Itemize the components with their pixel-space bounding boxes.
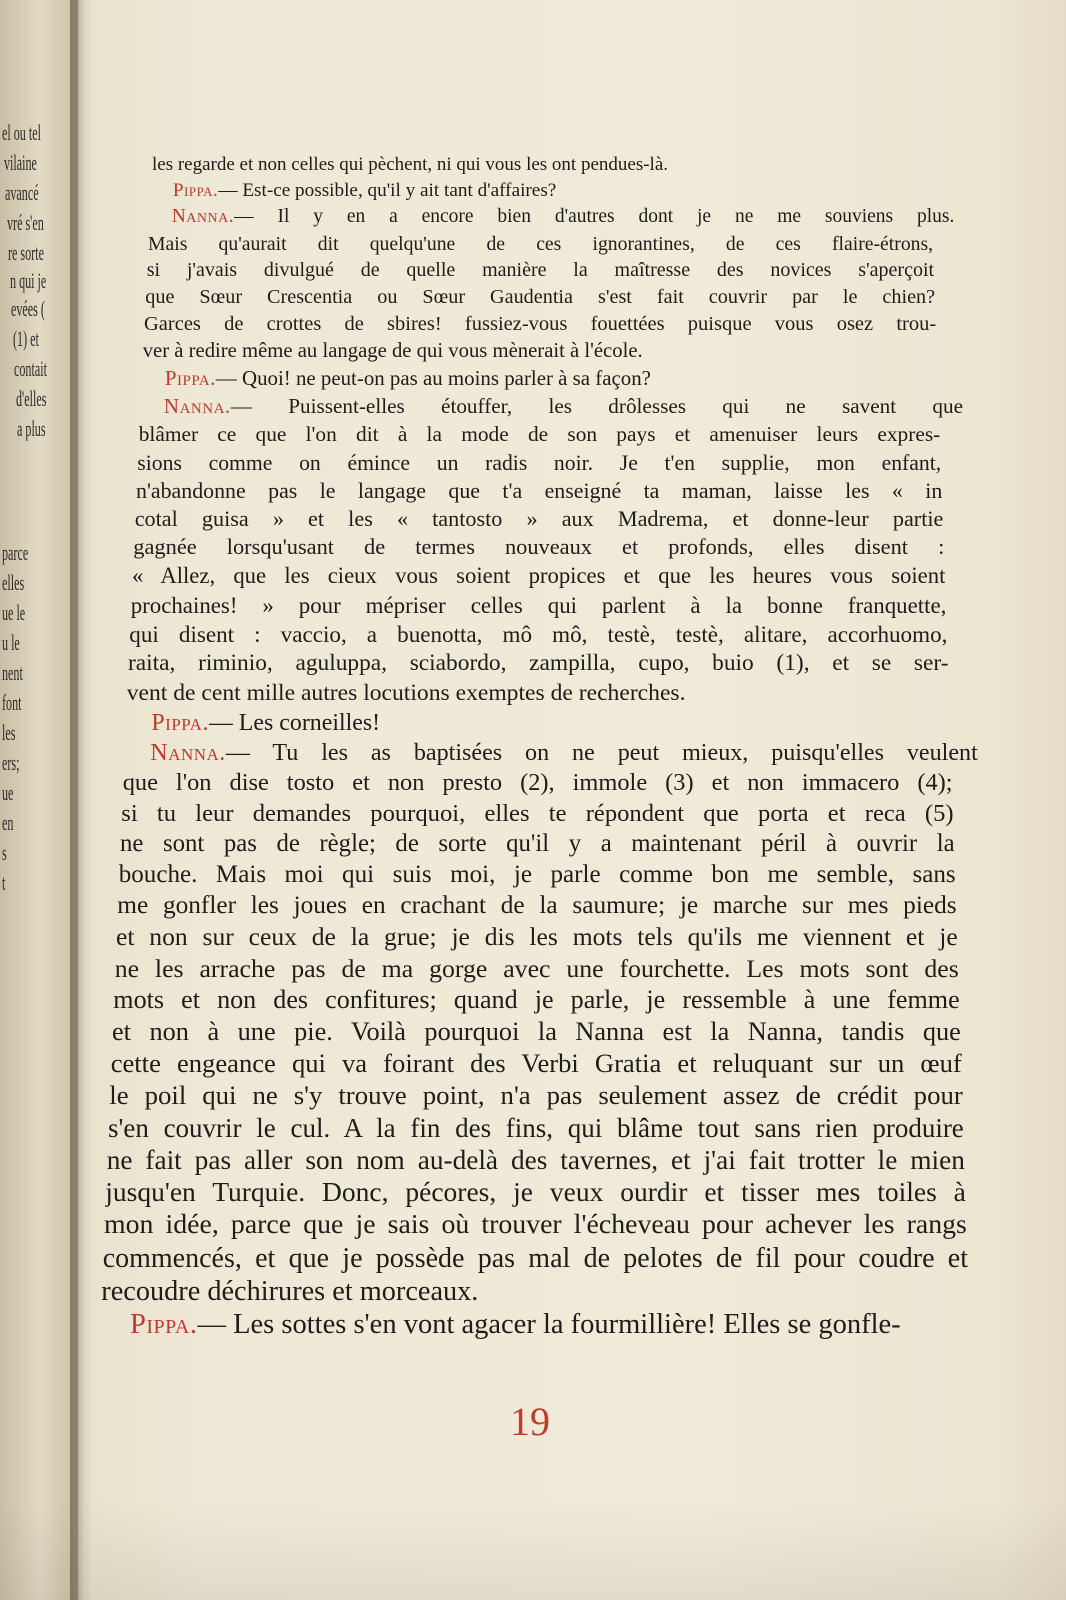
speaker-name: Pippa. bbox=[164, 366, 216, 391]
line-text: raita, riminio, aguluppa, sciabordo, zampilla, cupo, buio (1), et se ser- bbox=[128, 650, 949, 677]
text-line bbox=[113, 984, 959, 1016]
left-page-fragment: s bbox=[2, 840, 7, 865]
line-text: n'abandonne pas le langage que t'a enseigné ta maman, laisse les « in bbox=[136, 477, 943, 503]
text-line bbox=[144, 311, 936, 338]
line-text: qui disent : vaccio, a buenotta, mô mô, testè, testè, alitare, accorhuomo, bbox=[129, 621, 948, 648]
text-line bbox=[129, 620, 947, 649]
text-line bbox=[139, 421, 941, 449]
left-page-fragment: el ou tel bbox=[2, 120, 41, 145]
left-page-fragment: vré s'en bbox=[6, 210, 44, 235]
left-page-fragment: (1) et bbox=[12, 326, 39, 351]
left-page-fragment: contait bbox=[14, 356, 47, 381]
text-line bbox=[149, 204, 954, 230]
text-line bbox=[112, 1016, 961, 1048]
text-line bbox=[151, 178, 954, 204]
left-page-fragment: nent bbox=[2, 660, 23, 685]
left-page-fragment: ers; bbox=[2, 750, 20, 775]
line-text: prochaines! » pour mépriser celles qui parlent à la bonne franquette, bbox=[130, 593, 947, 618]
line-text: Garces de crottes de sbires! fussiez-vous fouettées puisque vous osez trou- bbox=[144, 312, 937, 335]
left-page-fragment: a plus bbox=[17, 416, 46, 441]
line-text: les regarde et non celles qui pèchent, ni qui vous les ont pendues-là. bbox=[152, 154, 669, 175]
line-text: ver à redire même au langage de qui vous mènerait à l'école. bbox=[142, 340, 643, 363]
speaker-name: Nanna. bbox=[171, 206, 235, 228]
left-page-fragment: u le bbox=[2, 630, 20, 655]
left-page-fragment: t bbox=[2, 870, 6, 895]
text-line bbox=[101, 1275, 969, 1308]
left-page-fragment: ue bbox=[2, 780, 14, 805]
text-line bbox=[111, 1047, 962, 1079]
line-text: « Allez, que les cieux vous soient propices et que les heures vous soient bbox=[132, 563, 946, 589]
speaker-name: Pippa. bbox=[151, 709, 209, 736]
text-line bbox=[124, 738, 978, 768]
line-text: et non à une pie. Voilà pourquoi la Nanna est la Nanna, tandis que bbox=[112, 1016, 961, 1046]
book-gutter bbox=[70, 0, 92, 1600]
text-line bbox=[125, 709, 976, 739]
left-facing-page bbox=[0, 0, 78, 1600]
line-text: s'en couvrir le cul. A la fin des fins, qui blâme tout sans rien produire bbox=[108, 1112, 964, 1143]
line-text: ne fait pas aller son nom au-delà des tavernes, et j'ai fait trotter le mien bbox=[106, 1144, 965, 1175]
text-line bbox=[135, 505, 944, 534]
text-line bbox=[105, 1176, 966, 1209]
text-line bbox=[133, 533, 944, 562]
speaker-name: Pippa. bbox=[130, 1309, 198, 1341]
text-line bbox=[132, 562, 945, 591]
text-line bbox=[141, 365, 961, 393]
left-page-fragment: en bbox=[2, 810, 14, 835]
line-text: si j'avais divulgué de quelle manière la maîtresse des novices s'aperçoit bbox=[146, 259, 935, 282]
text-line bbox=[108, 1112, 964, 1144]
line-text: — Les corneilles! bbox=[208, 709, 381, 736]
text-line bbox=[109, 1079, 963, 1111]
line-text: — Quoi! ne peut-on pas au moins parler à sa façon? bbox=[215, 366, 651, 391]
text-line bbox=[100, 1308, 1000, 1342]
left-page-fragment: font bbox=[2, 690, 22, 715]
line-text: que Sœur Crescentia ou Sœur Gaudentia s'est fait couvrir par le chien? bbox=[145, 285, 936, 308]
line-text: — Puissent-elles étouffer, les drôlesses qui ne savent que bbox=[230, 393, 963, 418]
text-line bbox=[104, 1209, 967, 1242]
line-text: — Les sottes s'en vont agacer la fourmillière! Elles se gonfle- bbox=[197, 1309, 901, 1341]
text-line bbox=[123, 768, 953, 798]
text-line bbox=[115, 953, 959, 984]
text-line bbox=[143, 338, 938, 365]
line-text: bouche. Mais moi qui suis moi, je parle comme bon me semble, sans bbox=[118, 860, 956, 888]
text-line bbox=[152, 152, 930, 178]
text-line bbox=[131, 591, 947, 620]
text-line bbox=[116, 921, 958, 952]
line-text: mots et non des confitures; quand je parle, je ressemble à une femme bbox=[113, 984, 960, 1014]
text-line bbox=[136, 477, 942, 505]
left-page-fragment: d'elles bbox=[15, 386, 46, 411]
speaker-name: Pippa. bbox=[172, 180, 219, 201]
line-text: — Est-ce possible, qu'il y ait tant d'affaires? bbox=[218, 180, 557, 201]
line-text: Mais qu'aurait dit quelqu'une de ces ignorantines, de ces flaire-étrons, bbox=[148, 232, 934, 255]
line-text: — Il y en a encore bien d'autres dont je ne me souviens plus. bbox=[234, 206, 955, 228]
page-number: 19 bbox=[510, 1399, 550, 1444]
line-text: si tu leur demandes pourquoi, elles te répondent que porta et reca (5) bbox=[121, 799, 954, 827]
line-text: — Tu les as baptisées on ne peut mieux, puisqu'elles veulent bbox=[225, 740, 978, 767]
text-line bbox=[121, 799, 953, 829]
text-line bbox=[127, 679, 950, 709]
page-text bbox=[100, 152, 978, 1342]
left-page-fragment: elles bbox=[2, 570, 25, 595]
left-page-fragment: evées ( bbox=[11, 296, 45, 321]
left-page-fragment: vilaine bbox=[3, 150, 37, 175]
line-text: ne les arrache pas de ma gorge avec une fourchette. Les mots sont des bbox=[114, 953, 959, 983]
text-line bbox=[147, 257, 934, 284]
line-text: blâmer ce que l'on dit à la mode de son pays et amenuiser leurs expres- bbox=[138, 421, 941, 446]
line-text: commencés, et que je possède pas mal de pelotes de fil pour coudre et bbox=[102, 1242, 968, 1274]
text-line bbox=[140, 393, 963, 421]
left-page-fragment: avancé bbox=[5, 180, 39, 205]
line-text: jusqu'en Turquie. Donc, pécores, je veux ourdir et tisser mes toiles à bbox=[105, 1176, 966, 1208]
text-line bbox=[103, 1242, 968, 1275]
line-text: gagnée lorsqu'usant de termes nouveaux et profonds, elles disent : bbox=[133, 534, 945, 560]
left-page-fragment: re sorte bbox=[8, 240, 44, 265]
text-line bbox=[137, 449, 941, 477]
left-page-fragment: n qui je bbox=[9, 268, 46, 293]
speaker-name: Nanna. bbox=[163, 393, 231, 418]
line-text: sions comme on émince un radis noir. Je t'en supplie, mon enfant, bbox=[137, 450, 942, 475]
text-line bbox=[120, 829, 955, 860]
text-line bbox=[119, 860, 956, 891]
speaker-name: Nanna. bbox=[150, 740, 226, 767]
line-text: et non sur ceux de la grue; je dis les mots tels qu'ils me viennent et je bbox=[116, 922, 958, 952]
text-line bbox=[148, 231, 933, 258]
line-text: cotal guisa » et les « tantosto » aux Madrema, et donne-leur partie bbox=[134, 505, 944, 531]
line-text: me gonfler les joues en crachant de la saumure; je marche sur mes pieds bbox=[117, 891, 957, 920]
left-page-fragment: ue le bbox=[2, 600, 26, 625]
line-text: vent de cent mille autres locutions exemptes de recherches. bbox=[126, 679, 686, 706]
text-line bbox=[145, 284, 935, 311]
line-text: cette engeance qui va foirant des Verbi Gratia et reluquant sur un œuf bbox=[110, 1048, 962, 1079]
left-page-fragment: parce bbox=[2, 540, 29, 565]
line-text: recoudre déchirures et morceaux. bbox=[101, 1275, 479, 1307]
text-line bbox=[107, 1144, 965, 1177]
page-shadow bbox=[0, 1500, 1066, 1600]
line-text: le poil qui ne s'y trouve point, n'a pas seulement assez de crédit pour bbox=[109, 1080, 963, 1111]
text-line bbox=[128, 649, 949, 679]
text-line bbox=[117, 890, 956, 921]
line-text: ne sont pas de règle; de sorte qu'il y a maintenant péril à ouvrir la bbox=[120, 829, 955, 857]
line-text: que l'on dise tosto et non presto (2), immole (3) et non immacero (4); bbox=[122, 769, 953, 797]
line-text: mon idée, parce que je sais où trouver l'écheveau pour achever les rangs bbox=[104, 1208, 967, 1240]
left-page-fragment: les bbox=[2, 720, 16, 745]
